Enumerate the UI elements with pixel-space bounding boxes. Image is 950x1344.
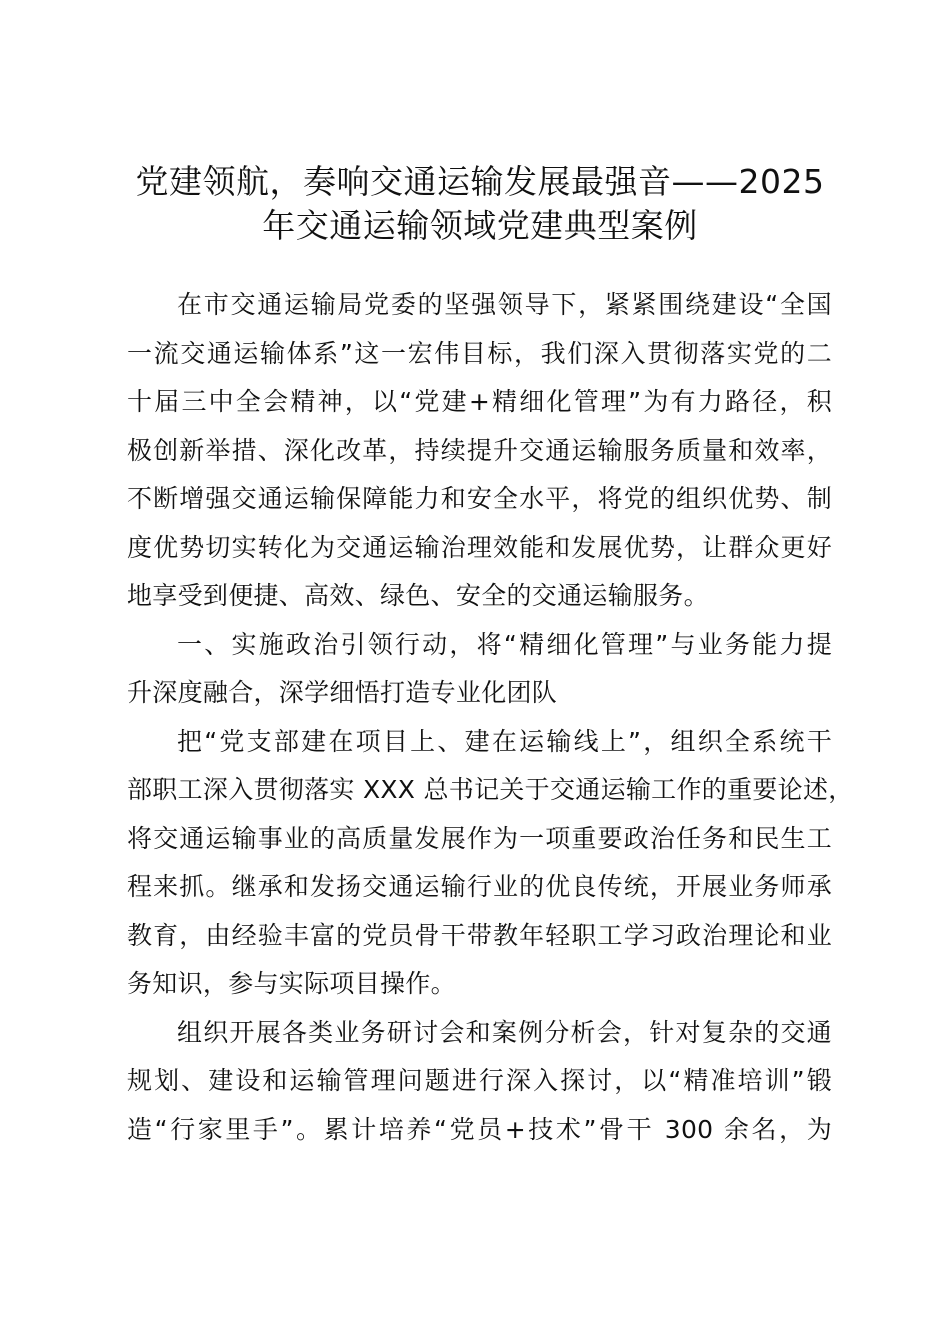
body-text-line: 部职工深入贯彻落实 XXX 总书记关于交通运输工作的重要论述，	[127, 775, 854, 804]
body-text-line: 地享受到便捷、高效、绿色、安全的交通运输服务。	[127, 581, 709, 610]
body-text-line: 在市交通运输局党委的坚强领导下，紧紧围绕建设“全国	[177, 290, 832, 319]
body-text-line: 不断增强交通运输保障能力和安全水平，将党的组织优势、制	[127, 484, 832, 513]
body-text-line: 一流交通运输体系”这一宏伟目标，我们深入贯彻落实党的二	[127, 338, 832, 368]
body-text-line: 教育，由经验丰富的党员骨干带教年轻职工学习政治理论和业	[127, 920, 832, 950]
body-text-line: 程来抓。继承和发扬交通运输行业的优良传统，开展业务师承	[127, 872, 832, 901]
body-text-line: 十届三中全会精神，以“党建+精细化管理”为有力路径，积	[127, 387, 832, 416]
body-text-line: 一、实施政治引领行动，将“精细化管理”与业务能力提	[177, 629, 832, 659]
body-text-line: 造“行家里手”。累计培养“党员+技术”骨干 300 余名，为	[127, 1114, 832, 1144]
body-text-line: 规划、建设和运输管理问题进行深入探讨，以“精准培训”锻	[127, 1066, 832, 1095]
title-line-1: 党建领航，奏响交通运输发展最强音——2025	[135, 162, 825, 201]
document-body	[127, 281, 854, 1154]
body-text-line: 把“党支部建在项目上、建在运输线上”，组织全系统干	[177, 726, 832, 756]
body-text-line: 度优势切实转化为交通运输治理效能和发展优势，让群众更好	[127, 532, 832, 562]
body-text-line: 务知识，参与实际项目操作。	[127, 969, 456, 998]
body-text-line: 将交通运输事业的高质量发展作为一项重要政治任务和民生工	[127, 823, 832, 853]
body-text-line: 升深度融合，深学细悟打造专业化团队	[127, 678, 558, 707]
body-text-line: 组织开展各类业务研讨会和案例分析会，针对复杂的交通	[177, 1017, 832, 1047]
body-text-line: 极创新举措、深化改革，持续提升交通运输服务质量和效率，	[127, 435, 832, 465]
document-title	[110, 160, 850, 248]
title-line-2: 年交通运输领域党建典型案例	[262, 206, 698, 245]
